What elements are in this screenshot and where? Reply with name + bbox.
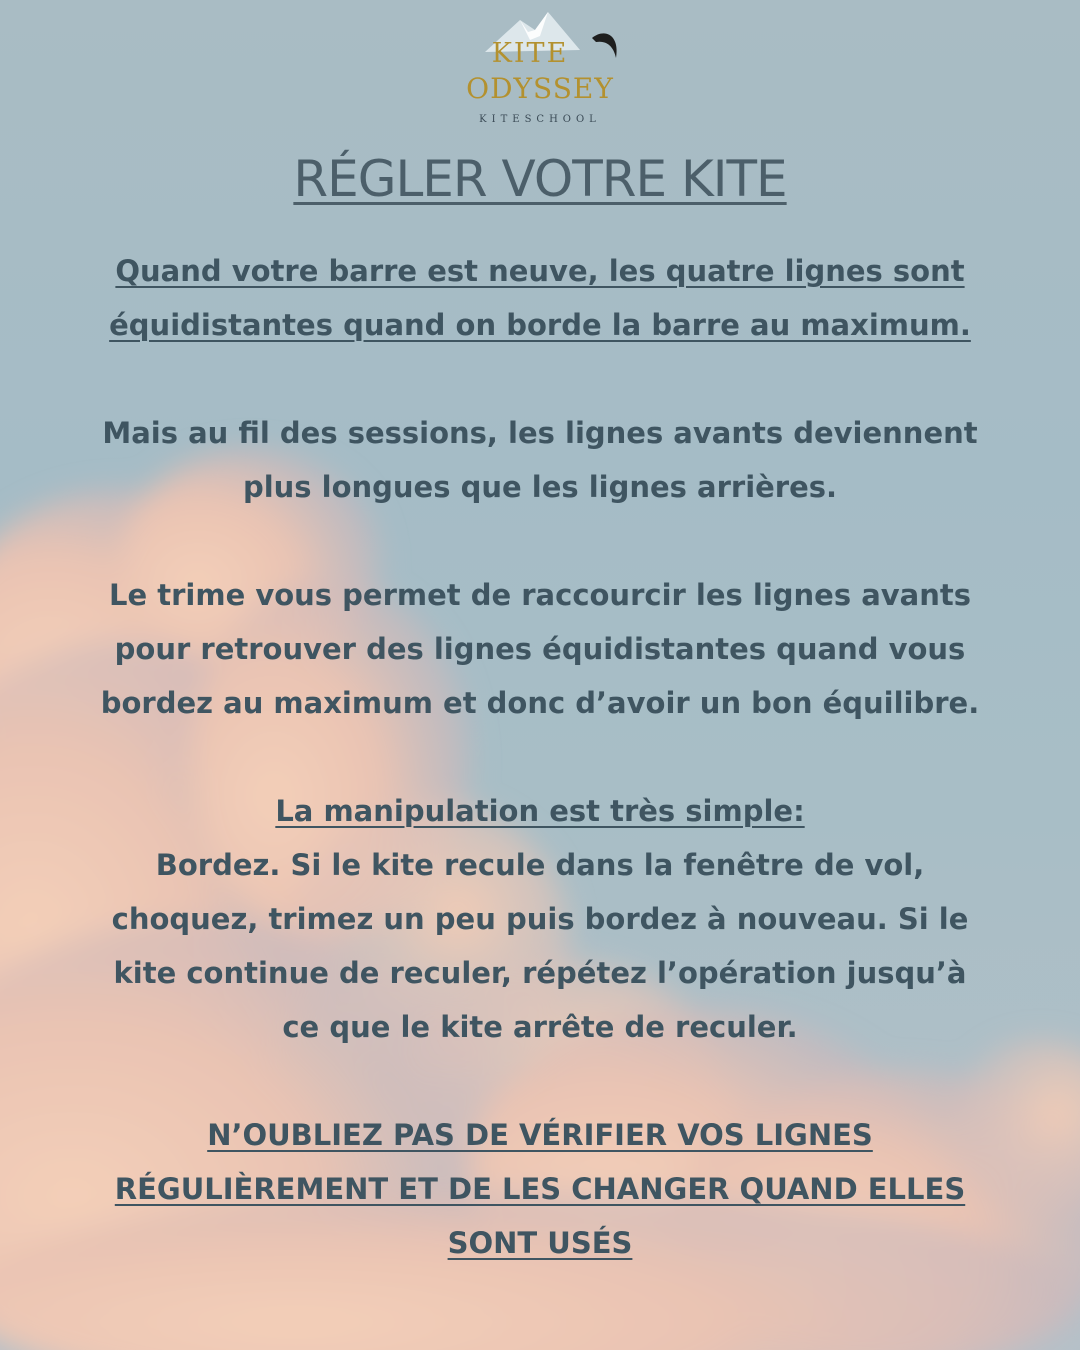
logo-tagline: KITESCHOOL (479, 114, 601, 125)
trim-line-3: bordez au maximum et donc d’avoir un bon équilibre. (100, 686, 980, 720)
logo-brand-odyssey: ODYSSEY (466, 72, 614, 105)
intro-line-2: équidistantes quand on borde la barre au maximum. (109, 308, 971, 342)
article-body (60, 244, 1020, 1270)
manipulation-line-1: Bordez. Si le kite recule dans la fenêtre de vol, (155, 848, 925, 882)
trim-line-1: Le trime vous permet de raccourcir les lignes avants (109, 578, 971, 612)
manipulation-heading: La manipulation est très simple: (275, 794, 805, 828)
wear-line-1: Mais au fil des sessions, les lignes avants deviennent (102, 416, 978, 450)
kite-odyssey-logo (440, 10, 640, 125)
manipulation-line-4: ce que le kite arrête de reculer. (282, 1010, 798, 1044)
wear-line-2: plus longues que les lignes arrières. (242, 470, 838, 504)
trim-line-2: pour retrouver des lignes équidistantes quand vous (114, 632, 966, 666)
warning-line-3: SONT USÉS (447, 1226, 633, 1260)
page-title: RÉGLER VOTRE KITE (293, 150, 787, 208)
logo-brand-kite: KITE (491, 38, 569, 69)
intro-line-1: Quand votre barre est neuve, les quatre lignes sont (115, 254, 965, 288)
warning-line-2: RÉGULIÈREMENT ET DE LES CHANGER QUAND ELLES (114, 1172, 966, 1206)
manipulation-line-2: choquez, trimez un peu puis bordez à nouveau. Si le (111, 902, 969, 936)
warning-line-1: N’OUBLIEZ PAS DE VÉRIFIER VOS LIGNES (207, 1118, 873, 1152)
manipulation-line-3: kite continue de reculer, répétez l’opération jusqu’à (113, 956, 967, 990)
